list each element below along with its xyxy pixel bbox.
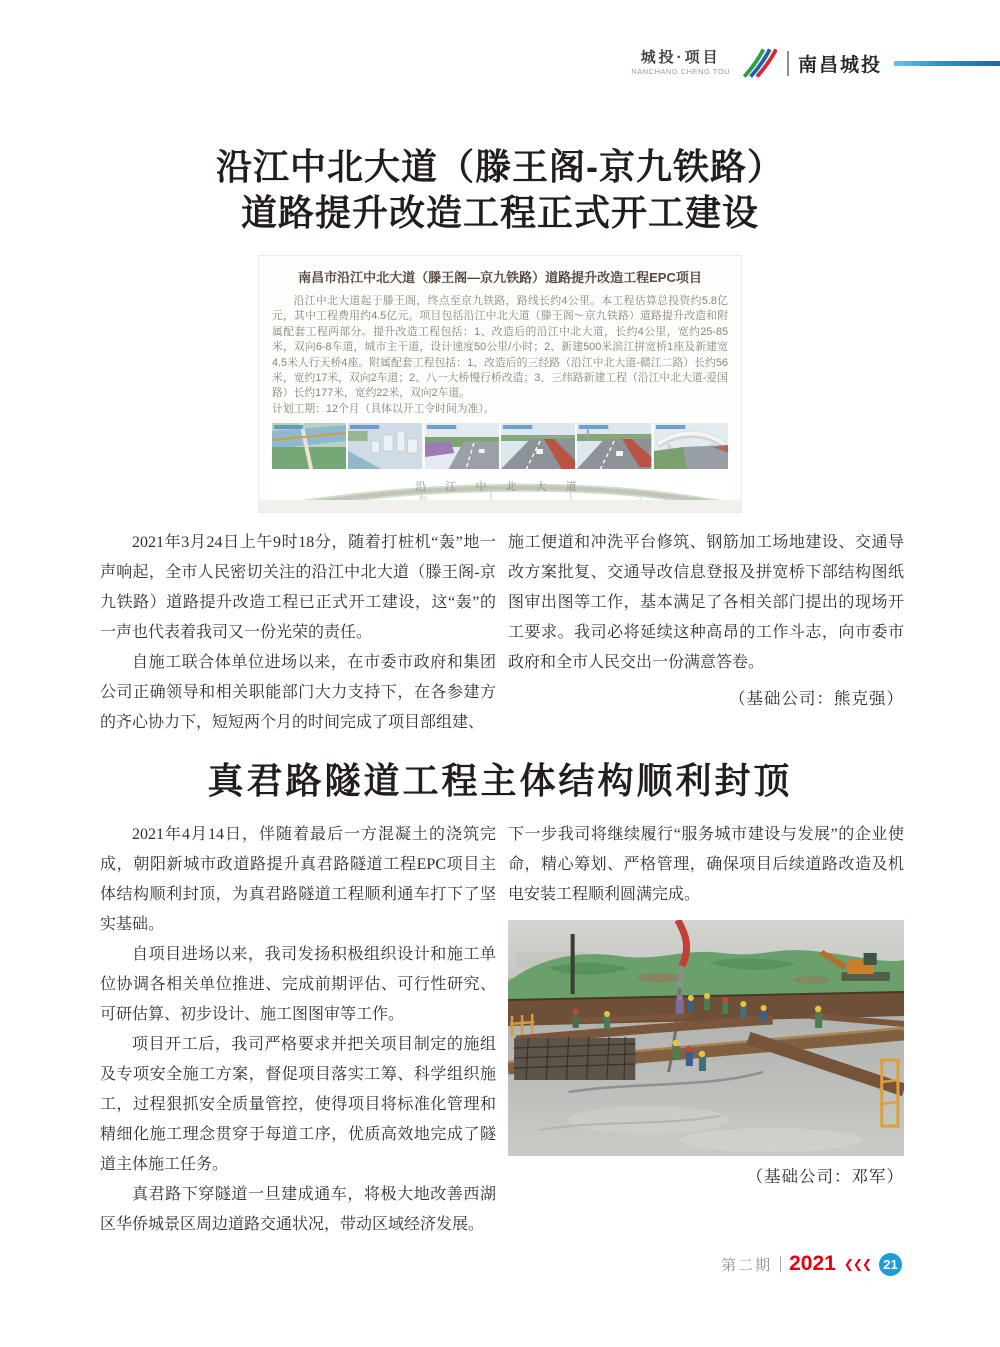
paragraph: 自项目进场以来，我司发扬积极组织设计和施工单位协调各相关单位推进、完成前期评估、可行性研究、可研估算、初步设计、施工图图审等工作。 [100, 946, 496, 1023]
rendering-thumbnail-1 [272, 423, 346, 469]
article2-title: 真君路隧道工程主体结构顺利封顶 [207, 760, 793, 801]
brand-divider [787, 51, 789, 76]
year-label: 2021 [789, 1252, 836, 1275]
article1-right-column [508, 528, 904, 714]
page-footer [721, 1252, 902, 1276]
page-header [0, 44, 1000, 82]
article1-byline: （基础公司：熊克强） [729, 689, 904, 708]
brand-title: 城投·项目 [640, 49, 721, 66]
footer-divider [780, 1256, 781, 1272]
article1-title-line1: 沿江中北大道（滕王阁-京九铁路） [216, 146, 784, 187]
brand-name: 南昌城投 [797, 54, 882, 76]
project-infographic [258, 255, 742, 513]
brand-subtitle: NANCHANG CHENG TOU [631, 67, 730, 76]
rendering-thumbnail-3 [425, 423, 499, 469]
brand-text [631, 50, 730, 76]
article1-title [0, 144, 1000, 236]
infographic-schedule-line: 计划工期：12个月（具体以开工令时间为准）。 [272, 402, 495, 415]
header-accent-line [894, 61, 1000, 66]
article2-byline: （基础公司：邓军） [746, 1167, 904, 1186]
rendering-thumbnail-5 [577, 423, 651, 469]
paragraph: 2021年4月14日，伴随着最后一方混凝土的浇筑完成，朝阳新城市政道路提升真君路隧道工程EPC项目主体结构顺利封顶，为真君路隧道工程顺利通车打下了坚实基础。 [100, 826, 496, 933]
triple-left-chevrons-icon: ❮❮❮ [843, 1257, 871, 1271]
article1-left-column [100, 528, 496, 738]
rendering-thumbnail-2 [348, 423, 422, 469]
article2-left-column [100, 820, 496, 1240]
construction-site-photo [508, 920, 904, 1156]
paragraph: 项目开工后，我司严格要求并把关项目制定的施组及专项安全施工方案，督促项目落实工筹、科学组织施工，过程狠抓安全质量管控，使得项目将标准化管理和精细化施工理念贯穿于每道工序，优质高效地完成了隧道主体施工任务。 [100, 1036, 496, 1173]
infographic-paragraph: 沿江中北大道起于滕王阁，终点至京九铁路，路线长约4公里。本工程估算总投资约5.8亿元，其中工程费用约4.5亿元。项目包括沿江中北大道（滕王阁～京九铁路）道路提升改造和附属配套工程两部分。提升改造工程包括：1、改造后的沿江中北大道，长约4公里，宽约25-85米，双向6-8车道，城市主干道，设计速度50公里/小时；2、新建500米滨江拼宽桥1座及新建宽4.5米人行天桥4座。附属配套工程包括：1、改造后的三经路（沿江中北大道-赣江二路）长约56米，宽约17米，双向2车道；2、八一大桥慢行桥改造；3、三纬路新建工程（沿江中北大道-爱国路）长约177米，宽约22米，双向2车道。 [272, 295, 728, 400]
page-number-badge: 21 [879, 1253, 902, 1276]
paragraph: 真君路下穿隧道一旦建成通车，将极大地改善西湖区华侨城景区周边道路交通状况，带动区域经济发展。 [100, 1186, 496, 1233]
chengtou-swoosh-logo-icon [737, 48, 777, 78]
rendering-thumbnail-6 [654, 423, 728, 469]
issue-label: 第二期 [721, 1256, 773, 1274]
infographic-title: 南昌市沿江中北大道（滕王阁—京九铁路）道路提升改造工程EPC项目 [298, 270, 702, 285]
route-map-label: 沿 江 中 北 大 道 [415, 481, 585, 494]
paragraph: 2021年3月24日上午9时18分，随着打桩机“轰”地一声响起，全市人民密切关注的沿江中北大道（滕王阁-京九铁路）道路提升改造工程已正式开工建设，这“轰”的一声也代表着我司又一份光荣的责任。 [100, 534, 496, 641]
paragraph: 施工便道和冲洗平台修筑、钢筋加工场地建设、交通导改方案批复、交通导改信息登报及拼宽桥下部结构图纸图审出图等工作，基本满足了各相关部门提出的现场开工要求。我司必将延续这种高昂的工作斗志，向市委市政府和全市人民交出一份满意答卷。 [508, 534, 904, 671]
rendering-thumbnail-4 [501, 423, 575, 469]
paragraph: 下一步我司将继续履行“服务城市建设与发展”的企业使命，精心筹划、严格管理，确保项目后续道路改造及机电安装工程顺利圆满完成。 [508, 826, 904, 903]
article1-title-line2: 道路提升改造工程正式开工建设 [240, 192, 759, 233]
article2-right-column [508, 820, 904, 1192]
rendering-thumbnails [272, 423, 728, 469]
paragraph: 自施工联合体单位进场以来，在市委市政府和集团公司正确领导和相关职能部门大力支持下，在各参建方的齐心协力下，短短两个月的时间完成了项目部组建、 [100, 654, 496, 731]
infographic-bottom-band [259, 500, 741, 512]
